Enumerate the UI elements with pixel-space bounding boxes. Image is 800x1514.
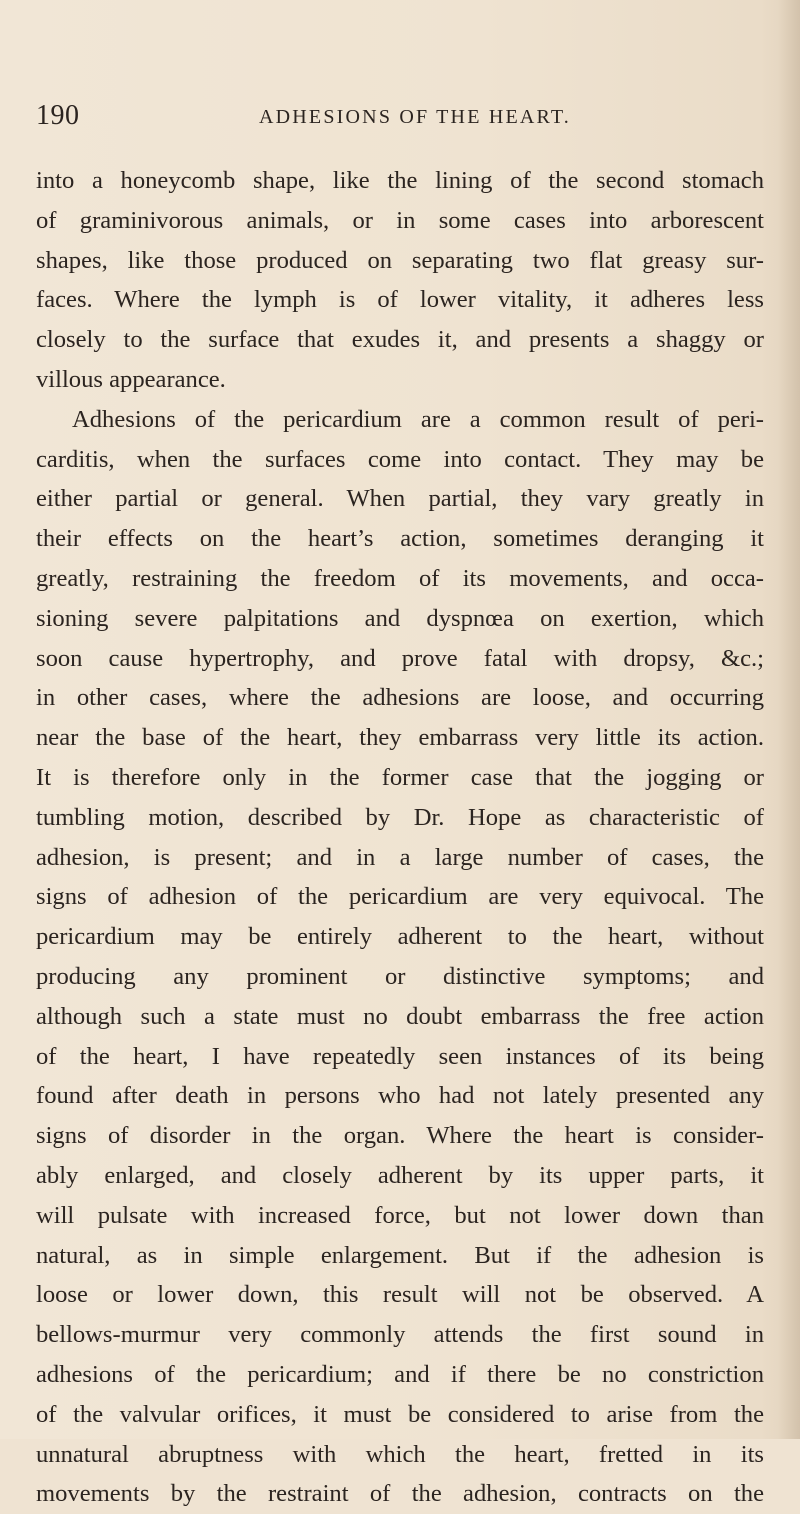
text-line: will pulsate with increased force, but not lower down than: [36, 1201, 764, 1229]
text-line: sioning severe palpitations and dyspnœa on exertion, which: [36, 604, 764, 632]
text-line: adhesion, is present; and in a large number of cases, the: [36, 843, 764, 871]
text-line: shapes, like those produced on separating two flat greasy sur-: [36, 246, 764, 274]
text-line: natural, as in simple enlargement. But if the adhesion is: [36, 1241, 764, 1269]
text-line: greatly, restraining the freedom of its movements, and occa-: [36, 564, 764, 592]
text-line: carditis, when the surfaces come into contact. They may be: [36, 445, 764, 473]
text-line: loose or lower down, this result will not be observed. A: [36, 1281, 764, 1309]
text-line: faces. Where the lymph is of lower vitality, it adheres less: [36, 286, 764, 314]
text-line: found after death in persons who had not lately presented any: [36, 1082, 764, 1110]
text-line: their effects on the heart’s action, sometimes deranging it: [36, 525, 764, 553]
text-line: unnatural abruptness with which the heart, fretted in its: [36, 1440, 764, 1468]
text-line: bellows-murmur very commonly attends the first sound in: [36, 1321, 764, 1349]
text-line: signs of disorder in the organ. Where the heart is consider-: [36, 1122, 764, 1150]
text-line: pericardium may be entirely adherent to the heart, without: [36, 923, 764, 951]
text-line: It is therefore only in the former case that the jogging or: [36, 763, 764, 791]
text-line: adhesions of the pericardium; and if there be no constriction: [36, 1360, 764, 1388]
body-text: [36, 161, 764, 1514]
text-line: either partial or general. When partial, they vary greatly in: [36, 485, 764, 513]
page-edge-shadow: [778, 0, 800, 1439]
text-line: villous appearance.: [36, 365, 226, 393]
text-line: signs of adhesion of the pericardium are very equivocal. The: [36, 883, 764, 911]
text-line: producing any prominent or distinctive symptoms; and: [36, 962, 764, 990]
text-line: although such a state must no doubt embarrass the free action: [36, 1002, 764, 1030]
page-header: [36, 100, 756, 144]
text-line: soon cause hypertrophy, and prove fatal with dropsy, &c.;: [36, 644, 764, 672]
page-number: 190: [36, 100, 80, 131]
text-line: in other cases, where the adhesions are loose, and occurring: [36, 684, 764, 712]
text-line: movements by the restraint of the adhesion, contracts on the: [36, 1480, 764, 1508]
text-line: tumbling motion, described by Dr. Hope as characteristic of: [36, 803, 764, 831]
text-line: of graminivorous animals, or in some cases into arborescent: [36, 206, 764, 234]
text-line: ably enlarged, and closely adherent by its upper parts, it: [36, 1161, 764, 1189]
text-line: into a honeycomb shape, like the lining of the second stomach: [36, 167, 764, 194]
text-line: of the heart, I have repeatedly seen instances of its being: [36, 1042, 764, 1070]
text-line: Adhesions of the pericardium are a common result of peri-: [72, 405, 764, 433]
text-line: closely to the surface that exudes it, and presents a shaggy or: [36, 326, 764, 354]
running-title: ADHESIONS OF THE HEART.: [259, 106, 571, 128]
text-line: of the valvular orifices, it must be considered to arise from the: [36, 1400, 764, 1428]
text-line: near the base of the heart, they embarrass very little its action.: [36, 724, 764, 752]
